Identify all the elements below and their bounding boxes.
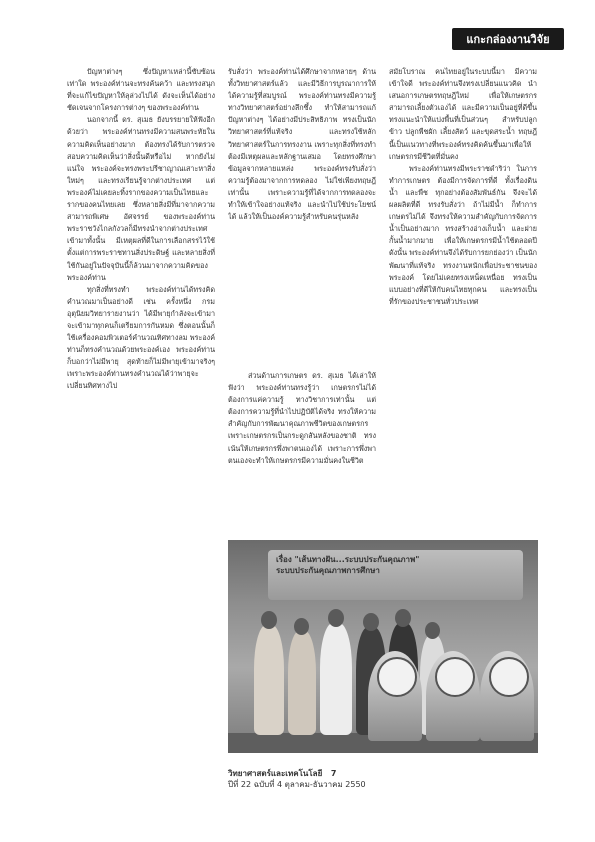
paragraph: นอกจากนี้ ดร. สุเมธ ยังบรรยายให้ฟังอีกด้วยว่า พระองค์ท่านทรงมีความสนพระทัยในความคิดเห็นอย่างมาก ต้องทรงได้รับการตรวจสอบความคิดเห็นว่าสิ่งนั้นดีหรือไม่ หากยังไม่แน่ใจ พระองค์จะทรงพระปรีชาญาณเสาะหาสิ่งใหม่ๆ และทรงเรียนรู้จากต่างประเทศ แต่พระองค์ไม่เคยละทิ้งรากของความเป็นไทยและรากของคนไทยเลย ซึ่งหลายสิ่งมีที่มาจากความสามารถพิเศษ อัศจรรย์ ของพระองค์ท่าน พระราชวังไกลกังวลก็มีทรงนำจากต่างประเทศเข้ามาทั้งนั้น มีเหตุผลที่ดีในการเลือกสรรไว้ใช้ ตั้งแต่การพระราชทานสิ่งประดิษฐ์ และหลายสิ่งที่ใช้กันอยู่ในปัจจุบันนี้ก็ล้วนมาจากความคิดของพระองค์ท่าน	[67, 115, 215, 282]
person-figure	[288, 631, 316, 735]
person-head	[395, 609, 411, 627]
person-head	[328, 609, 344, 627]
photo-banner	[268, 550, 523, 600]
banner-line-2: ระบบประกันคุณภาพการศึกษา	[276, 566, 380, 575]
person-head	[261, 611, 277, 629]
magazine-title: วิทยาศาสตร์และเทคโนโลยี	[228, 769, 323, 778]
text-column-2	[228, 66, 376, 366]
trophy-emblem	[489, 657, 529, 697]
paragraph: สมัยโบราณ คนไทยอยู่ในระบบนี้มา มีความเข้าใจดี พระองค์ท่านจึงทรงเปลี่ยนแนวคิด นำเสนอการเกษตรทฤษฎีใหม่ เพื่อให้เกษตรกรสามารถเลี้ยงตัวเองได้ และมีความเป็นอยู่ที่ดีขึ้น ทรงแนะนำให้แบ่งพื้นที่เป็นส่วนๆ สำหรับปลูกข้าว ปลูกพืชผัก เลี้ยงสัตว์ และขุดสระน้ำ ทฤษฎีนี้เป็นแนวทางที่พระองค์ทรงคิดค้นขึ้นมาเพื่อให้เกษตรกรมีชีวิตที่มั่นคง	[389, 67, 537, 161]
text-column-1	[67, 66, 215, 836]
banner-line-1: เรื่อง "เส้นทางฝัน...ระบบประกันคุณภาพ"	[276, 555, 420, 564]
section-title: แกะกล่องงานวิจัย	[466, 33, 550, 46]
trophy	[480, 651, 534, 741]
paragraph: ปัญหาต่างๆ ซึ่งปัญหาเหล่านี้ซับซ้อน เท่าใด พระองค์ท่านจะทรงค้นคว้า และทรงสนุกที่จะแก้ไขปัญหาให้ลุล่วงไปได้ ดังจะเห็นได้อย่างชัดเจนจากโครงการต่างๆ ของพระองค์ท่าน	[67, 67, 215, 113]
issue-info: ปีที่ 22 ฉบับที่ 4 ตุลาคม-ธันวาคม 2550	[228, 780, 366, 789]
section-header	[452, 28, 564, 50]
trophy-emblem	[377, 657, 417, 697]
person-head	[425, 622, 440, 639]
text-column-2-lower	[228, 370, 376, 536]
person-head	[363, 613, 379, 631]
person-figure	[254, 625, 284, 735]
page-footer	[228, 768, 428, 790]
paragraph: ส่วนด้านการเกษตร ดร. สุเมธ ได้เล่าให้ฟังว่า พระองค์ท่านทรงรู้ว่า เกษตรกรไม่ได้ต้องการแค่ความรู้ ทางวิชาการเท่านั้น แต่ต้องการความรู้ที่นำไปปฏิบัติได้จริง ทรงให้ความสำคัญกับการพัฒนาคุณภาพชีวิตของเกษตรกร เพราะเกษตรกรเป็นกระดูกสันหลังของชาติ ทรงเน้นให้เกษตรกรพึ่งพาตนเองได้ เพราะการพึ่งพาตนเองจะทำให้เกษตรกรมีความมั่นคงในชีวิต	[228, 371, 376, 465]
paragraph: ทุกสิ่งที่ทรงทำ พระองค์ท่านได้ทรงคิดคำนวณมาเป็นอย่างดี เช่น ครั้งหนึ่ง กรมอุตุนิยมวิทยารายงานว่า ได้มีพายุกำลังจะเข้ามา จะเข้ามาทุกคนก็เตรียมการกันหมด ซึ่งตอนนั้นก็ใช้เครื่องคอมพิวเตอร์คำนวณทิศทางลม พระองค์ท่านก็ทรงคำนวณด้วยพระองค์เอง พระองค์ท่านก็บอกว่าไม่มีพายุ สุดท้ายก็ไม่มีพายุเข้ามาจริงๆ เพราะพระองค์ท่านทรงคำนวณได้ว่าพายุจะเปลี่ยนทิศทางไป	[67, 284, 215, 391]
text-column-3	[389, 66, 537, 532]
person-figure	[320, 623, 352, 735]
page-number: 7	[330, 769, 337, 778]
paragraph: พระองค์ท่านทรงมีพระราชดำริว่า ในการทำการเกษตร ต้องมีการจัดการที่ดี ทั้งเรื่องดิน น้ำ และพืช ทุกอย่างต้องสัมพันธ์กัน จึงจะได้ผลผลิตที่ดี ทรงรับสั่งว่า ถ้าไม่มีน้ำ ก็ทำการเกษตรไม่ได้ จึงทรงให้ความสำคัญกับการจัดการน้ำเป็นอย่างมาก ทรงสร้างอ่างเก็บน้ำ และฝายกั้นน้ำมากมาย เพื่อให้เกษตรกรมีน้ำใช้ตลอดปี ดังนั้น พระองค์ท่านจึงได้รับการยกย่องว่า เป็นนักพัฒนาที่แท้จริง ทรงงานหนักเพื่อประชาชนของพระองค์ โดยไม่เคยทรงเหน็ดเหนื่อย ทรงเป็นแบบอย่างที่ดีให้กับคนไทยทุกคน และทรงเป็นที่รักของประชาชนทั่วประเทศ	[389, 163, 537, 306]
trophy	[368, 651, 422, 741]
person-head	[294, 618, 309, 635]
paragraph: รับสั่งว่า พระองค์ท่านได้ศึกษาจากหลายๆ ด้านทั้งวิทยาศาสตร์แล้ว และมีวิธีการบูรณาการให้ได้ความรู้ที่สมบูรณ์ พระองค์ท่านทรงมีความรู้ทางวิทยาศาสตร์อย่างลึกซึ้ง ทำให้สามารถแก้ปัญหาต่างๆ ได้อย่างมีประสิทธิภาพ ทรงเป็นนักวิทยาศาสตร์ที่แท้จริง และทรงใช้หลักวิทยาศาสตร์ในการทรงงาน เพราะทุกสิ่งที่ทรงทำต้องมีเหตุผลและหลักฐานเสมอ โดยทรงศึกษาข้อมูลจากหลายแหล่ง พระองค์ทรงรับสั่งว่า ความรู้ต้องมาจากการทดลอง ไม่ใช่เพียงทฤษฎีเท่านั้น เพราะความรู้ที่ได้จากการทดลองจะทำให้เข้าใจอย่างแท้จริง และนำไปใช้ประโยชน์ได้ แล้วให้เป็นองค์ความรู้สำหรับคนรุ่นหลัง	[228, 67, 376, 222]
trophy-emblem	[435, 657, 475, 697]
event-photo	[228, 540, 538, 753]
trophy	[426, 651, 480, 741]
